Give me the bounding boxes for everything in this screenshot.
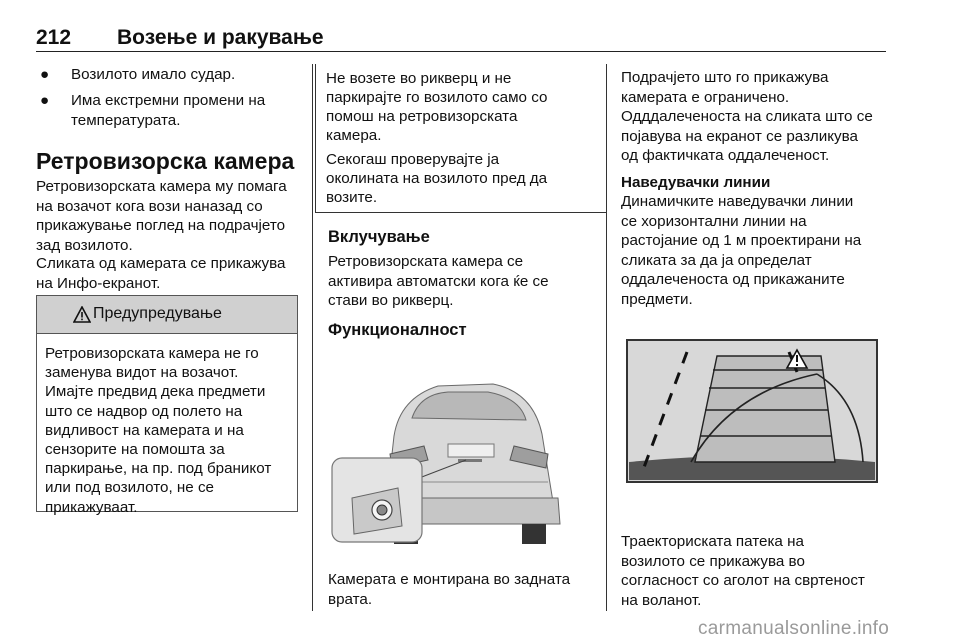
- header-rule: [36, 51, 886, 52]
- warning-header: [37, 295, 297, 334]
- display-paragraph: Сликата од камерата се прикажува на Инфо-екранот.: [36, 255, 286, 292]
- column-divider-left: [312, 64, 313, 611]
- activation-paragraph: Ретровизорската камера се активира автоматски кога ќе се стави во рикверц.: [328, 253, 549, 310]
- page-title: Возење и ракување: [117, 26, 324, 49]
- page-number: 212: [36, 26, 72, 49]
- caution-text-2: Секогаш проверувајте ја околината на возилото пред да возите.: [326, 151, 548, 206]
- warning-text: Ретровизорската камера не го заменува видот на возачот. Имајте предвид дека предмети што се надвор од полето на видливост на камерата и на сензорите на помошта за паркирање, на пр. под браникот или под возилото, не се прикажуваат.: [45, 345, 272, 516]
- limitation-paragraph: Подрачјето што го прикажува камерата е ограничено. Одддалеченоста на сликата што се појавува на екранот се разликува од фактичката оддалеченост.: [621, 69, 873, 165]
- caution-box: [315, 64, 607, 213]
- caution-text-1: Не возете во рикверц и не паркирајте го возилото само со помош на ретровизорската камера.: [326, 70, 548, 144]
- trajectory-paragraph: Траекториската патека на возилото се прикажува во согласност со аголот на свртеност на воланот.: [621, 533, 865, 609]
- guideline-paragraph: Динамичките наведувачки линии се хоризонтални линии на растојание од 1 м проектирани на сликата за да ја определат оддалеченоста од прикажаните предмети.: [621, 193, 862, 308]
- guideline-label: Наведувачки линии: [621, 174, 771, 191]
- warning-title: Предупредување: [93, 305, 222, 322]
- section-heading: Ретровизорска камера: [36, 148, 295, 174]
- car-rear-camera-illustration: [328, 348, 592, 556]
- camera-caption: Камерата е монтирана во задната врата.: [328, 571, 571, 608]
- watermark: carmanualsonline.info: [698, 618, 890, 639]
- intro-paragraph: Ретровизорската камера му помага на возачот кога вози наназад со прикажување поглед на подрачјето зад возилото.: [36, 178, 287, 254]
- guideline-display-illustration: [621, 310, 885, 516]
- warning-triangle-icon: [73, 306, 91, 323]
- subheading-function: Функционалност: [328, 321, 467, 339]
- bullet-item: ● Има екстремни промени на температурата.: [40, 92, 266, 129]
- warning-box: [36, 295, 298, 516]
- bullet-item: ● Возилото имало судар.: [40, 66, 236, 83]
- subheading-activation: Вклучување: [328, 228, 430, 246]
